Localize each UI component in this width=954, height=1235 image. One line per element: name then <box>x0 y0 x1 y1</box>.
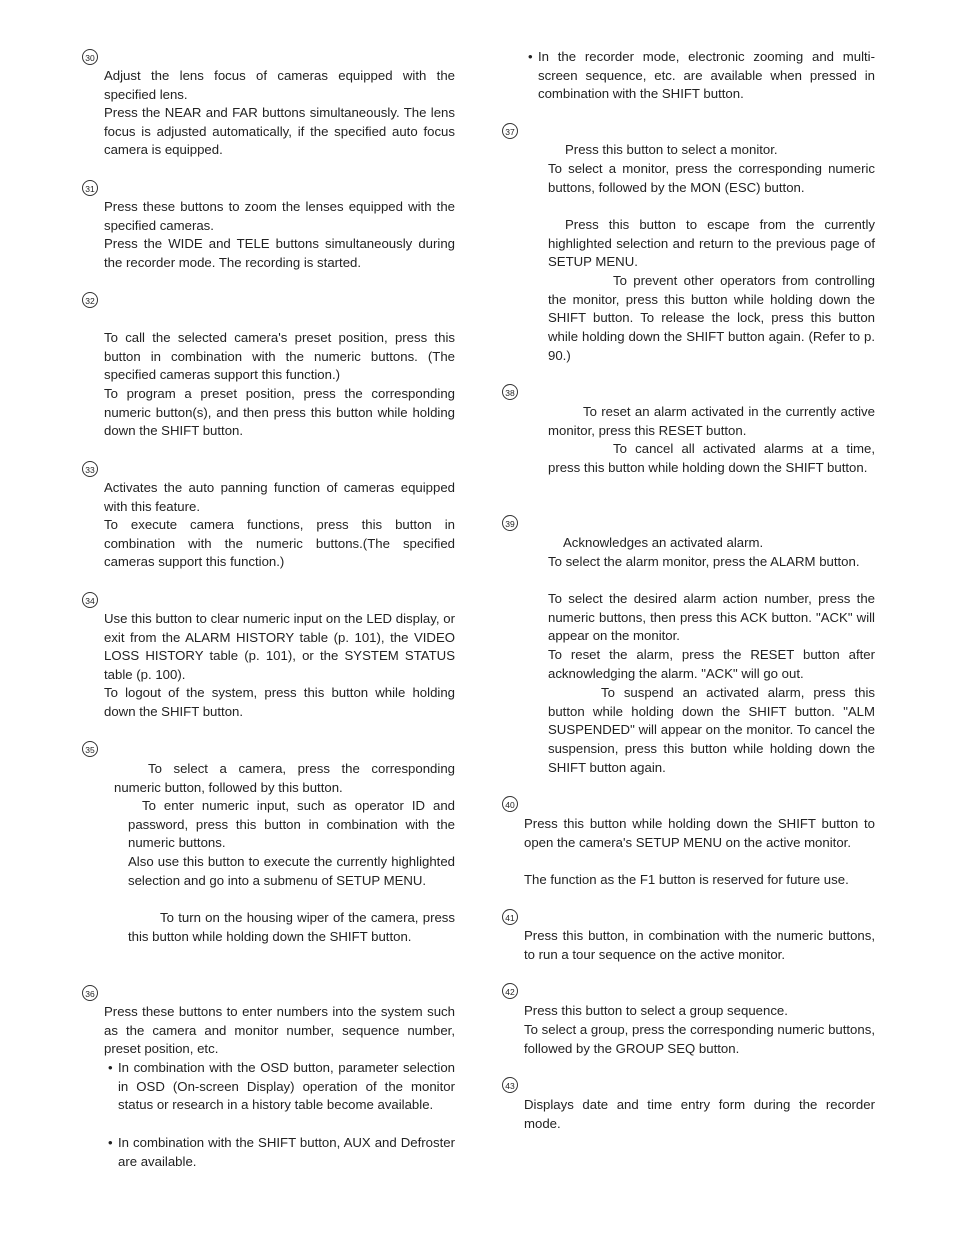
s33-p2: To execute camera functions, press this button in combination with the numeric buttons.(The specified cameras support this function.) <box>104 517 455 570</box>
s32-p2: To program a preset position, press the corresponding numeric button(s), and then press this button while holding down the SHIFT button. <box>104 386 455 439</box>
s35-p3: Also use this button to execute the currently highlighted selection and go into a submenu of SETUP MENU. <box>128 854 455 888</box>
item-number-37: 37 <box>502 123 518 139</box>
s31-p1: Press these buttons to zoom the lenses equipped with the specified cameras. <box>104 199 455 233</box>
s37-p4: To prevent other operators from controlling the monitor, press this button while holding down the SHIFT button. To release the lock, press this button while holding down the SHIFT button again. (Refer to p. 90.) <box>548 273 875 363</box>
item-number-43: 43 <box>502 1077 518 1093</box>
s35-p4: To turn on the housing wiper of the camera, press this button while holding down the SHIFT button. <box>128 910 455 944</box>
s39-p1: Acknowledges an activated alarm. <box>563 535 764 550</box>
item-number-30: 30 <box>82 49 98 65</box>
s37-p2: To select a monitor, press the corresponding numeric buttons, followed by the MON (ESC) button. <box>548 161 875 195</box>
s41-p1: Press this button, in combination with the numeric buttons, to run a tour sequence on the active monitor. <box>524 928 875 962</box>
s39-p5: To suspend an activated alarm, press this button while holding down the SHIFT button. "ALM SUSPENDED" will appear on the monitor. To cancel the suspension, press this button while holding down the SHIFT button again. <box>548 685 875 775</box>
s36-bullet-1: • In combination with the OSD button, parameter selection in OSD (On-screen Display) operation of the monitor status or research in a history table become available. <box>108 1060 455 1113</box>
s31-p2: Press the WIDE and TELE buttons simultaneously during the recorder mode. The recording is started. <box>104 236 455 270</box>
s39-p3: To select the desired alarm action number, press the numeric buttons, then press this ACK button. "ACK" will appear on the monitor. <box>548 591 875 644</box>
s35-p1: To select a camera, press the corresponding numeric button, followed by this button. <box>114 761 455 795</box>
s43-p1: Displays date and time entry form during the recorder mode. <box>524 1097 875 1131</box>
s40-p1: Press this button while holding down the SHIFT button to open the camera's SETUP MENU on the active monitor. <box>524 816 875 850</box>
s38-p1: To reset an alarm activated in the currently active monitor, press this RESET button. <box>548 404 875 438</box>
item-number-35: 35 <box>82 741 98 757</box>
b0-text: In the recorder mode, electronic zooming and multi-screen sequence, etc. are available when pressed in combination with the SHIFT button. <box>538 49 875 102</box>
s37-p1: Press this button to select a monitor. <box>565 142 778 157</box>
s39-p2: To select the alarm monitor, press the ALARM button. <box>548 554 860 569</box>
s36-bullet-2: • In combination with the SHIFT button, AUX and Defroster are available. <box>108 1135 455 1169</box>
item-number-40: 40 <box>502 796 518 812</box>
item-number-32: 32 <box>82 292 98 308</box>
item-number-39: 39 <box>502 515 518 531</box>
right-bullet-0: • In the recorder mode, electronic zooming and multi-screen sequence, etc. are available when pressed in combination with the SHIFT button. <box>528 49 875 102</box>
item-number-41: 41 <box>502 909 518 925</box>
s34-p2: To logout of the system, press this button while holding down the SHIFT button. <box>104 685 455 719</box>
s42-p1: Press this button to select a group sequence. <box>524 1003 788 1018</box>
item-number-34: 34 <box>82 592 98 608</box>
s37-p3: Press this button to escape from the currently highlighted selection and return to the previous page of SETUP MENU. <box>548 217 875 270</box>
s42-p2: To select a group, press the corresponding numeric buttons, followed by the GROUP SEQ button. <box>524 1022 875 1056</box>
item-number-31: 31 <box>82 180 98 196</box>
s38-p2: To cancel all activated alarms at a time, press this button while holding down the SHIFT button. <box>548 441 875 475</box>
s36-b2-text: In combination with the SHIFT button, AUX and Defroster are available. <box>118 1135 455 1169</box>
s32-p1: To call the selected camera's preset position, press this button in combination with the numeric buttons. (The specified cameras support this function.) <box>104 330 455 383</box>
s36-p1: Press these buttons to enter numbers into the system such as the camera and monitor number, sequence number, preset position, etc. <box>104 1004 455 1057</box>
s33-p1: Activates the auto panning function of cameras equipped with this feature. <box>104 480 455 514</box>
s34-p1: Use this button to clear numeric input on the LED display, or exit from the ALARM HISTORY table (p. 101), the VIDEO LOSS HISTORY table (p. 101), or the SYSTEM STATUS table (p. 100). <box>104 611 455 683</box>
s36-b1-text: In combination with the OSD button, parameter selection in OSD (On-screen Display) operation of the monitor status or research in a history table become available. <box>118 1060 455 1113</box>
s40-p2: The function as the F1 button is reserved for future use. <box>524 872 849 887</box>
item-number-36: 36 <box>82 985 98 1001</box>
s30-p1: Adjust the lens focus of cameras equipped with the specified lens. <box>104 68 455 102</box>
item-number-33: 33 <box>82 461 98 477</box>
item-number-38: 38 <box>502 384 518 400</box>
item-number-42: 42 <box>502 983 518 999</box>
s30-p2: Press the NEAR and FAR buttons simultaneously. The lens focus is adjusted automatically, if the specified auto focus camera is equipped. <box>104 105 455 158</box>
s35-p2: To enter numeric input, such as operator ID and password, press this button in combination with the numeric buttons. <box>128 798 455 851</box>
s39-p4: To reset the alarm, press the RESET button after acknowledging the alarm. "ACK" will go out. <box>548 647 875 681</box>
